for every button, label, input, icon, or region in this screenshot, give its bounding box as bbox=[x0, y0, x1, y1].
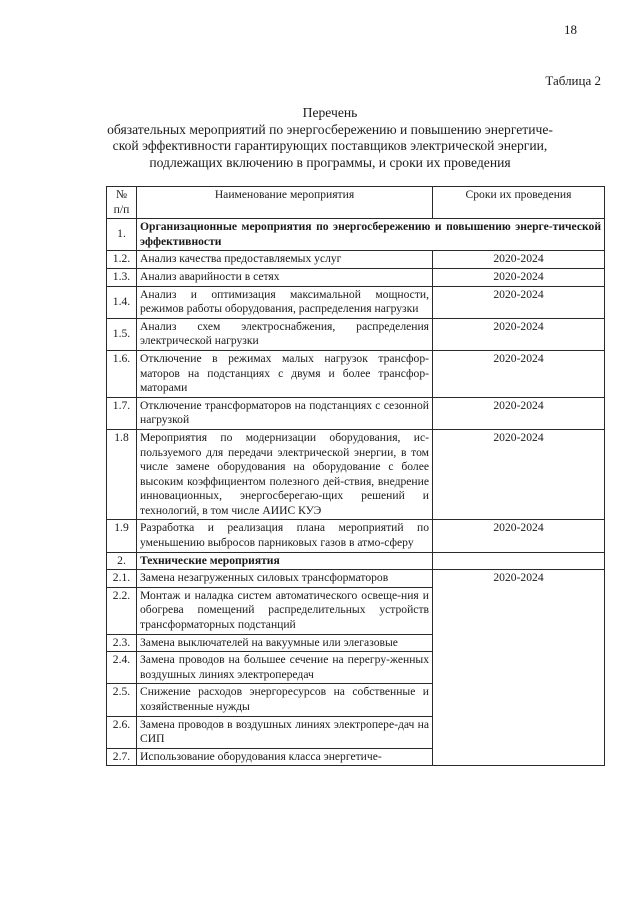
table-row bbox=[107, 350, 605, 397]
column-header-number bbox=[107, 187, 137, 219]
section-title: Технические мероприятия bbox=[137, 552, 433, 570]
row-term: 2020-2024 bbox=[433, 251, 605, 269]
heading-line-3: ской эффективности гарантирующих поставщиков электрической энергии, bbox=[112, 138, 548, 153]
document-heading bbox=[100, 105, 560, 171]
row-name: Анализ схем электроснабжения, распределения электрической нагрузки bbox=[137, 318, 433, 350]
section1-body bbox=[107, 219, 605, 552]
column-header-number-line2: п/п bbox=[113, 202, 130, 216]
column-header-name: Наименование мероприятия bbox=[137, 187, 433, 219]
table-row bbox=[107, 286, 605, 318]
section-number: 1. bbox=[107, 219, 137, 251]
row-number: 2.2. bbox=[107, 587, 137, 634]
row-number: 1.5. bbox=[107, 318, 137, 350]
row-name: Анализ качества предоставляемых услуг bbox=[137, 251, 433, 269]
table-row bbox=[107, 318, 605, 350]
table-row bbox=[107, 268, 605, 286]
heading-line-2: обязательных мероприятий по энергосбережению и повышению энергетиче- bbox=[107, 121, 553, 137]
table-row bbox=[107, 570, 605, 588]
table-row bbox=[107, 520, 605, 552]
section-row bbox=[107, 552, 605, 570]
row-name: Снижение расходов энергоресурсов на собственные и хозяйственные нужды bbox=[137, 684, 433, 716]
row-name: Монтаж и наладка систем автоматического освеще-ния и обогрева помещений распределительных устройств трансформаторных подстанций bbox=[137, 587, 433, 634]
row-name: Замена проводов в воздушных линиях электропере-дач на СИП bbox=[137, 716, 433, 748]
table-label: Таблица 2 bbox=[545, 73, 601, 88]
row-number: 1.4. bbox=[107, 286, 137, 318]
row-name: Использование оборудования класса энергетиче- bbox=[137, 748, 433, 766]
section-title: Организационные мероприятия по энергосбережению и повышению энерге-тической эффективности bbox=[137, 219, 605, 251]
row-term: 2020-2024 bbox=[433, 397, 605, 429]
row-number: 1.7. bbox=[107, 397, 137, 429]
row-name: Отключение трансформаторов на подстанциях с сезонной нагрузкой bbox=[137, 397, 433, 429]
table-row bbox=[107, 429, 605, 520]
table-row bbox=[107, 251, 605, 269]
row-name: Анализ и оптимизация максимальной мощности, режимов работы оборудования, распределения нагрузки bbox=[137, 286, 433, 318]
row-number: 2.6. bbox=[107, 716, 137, 748]
row-name: Разработка и реализация плана мероприятий по уменьшению выбросов парниковых газов в атмо-сферу bbox=[137, 520, 433, 552]
row-number: 2.5. bbox=[107, 684, 137, 716]
row-term: 2020-2024 bbox=[433, 268, 605, 286]
row-name: Отключение в режимах малых нагрузок трансфор-маторов на подстанциях с двумя и более трансфор-маторами bbox=[137, 350, 433, 397]
row-number: 2.1. bbox=[107, 570, 137, 588]
row-term: 2020-2024 bbox=[433, 520, 605, 552]
heading-line-4: подлежащих включению в программы, и сроки их проведения bbox=[149, 154, 511, 170]
heading-line-1: Перечень bbox=[302, 105, 358, 120]
column-header-number-line1: № bbox=[115, 188, 128, 201]
row-number: 1.6. bbox=[107, 350, 137, 397]
row-number: 2.4. bbox=[107, 652, 137, 684]
row-term: 2020-2024 bbox=[433, 350, 605, 397]
row-term: 2020-2024 bbox=[433, 318, 605, 350]
row-name: Замена незагруженных силовых трансформаторов bbox=[137, 570, 433, 588]
row-term: 2020-2024 bbox=[433, 286, 605, 318]
row-number: 1.2. bbox=[107, 251, 137, 269]
row-number: 1.3. bbox=[107, 268, 137, 286]
section-term-empty bbox=[433, 552, 605, 570]
row-name: Замена выключателей на вакуумные или элегазовые bbox=[137, 634, 433, 652]
section2-body bbox=[107, 552, 605, 766]
row-name: Анализ аварийности в сетях bbox=[137, 268, 433, 286]
section2-term: 2020-2024 bbox=[433, 570, 605, 766]
section-row bbox=[107, 219, 605, 251]
row-number: 1.9 bbox=[107, 520, 137, 552]
column-header-term: Сроки их проведения bbox=[433, 187, 605, 219]
section-number: 2. bbox=[107, 552, 137, 570]
row-term: 2020-2024 bbox=[433, 429, 605, 520]
row-name: Замена проводов на большее сечение на перегру-женных воздушных линиях электропередач bbox=[137, 652, 433, 684]
row-number: 1.8 bbox=[107, 429, 137, 520]
row-number: 2.7. bbox=[107, 748, 137, 766]
table-row bbox=[107, 397, 605, 429]
table-header-row bbox=[107, 187, 605, 219]
page-number: 18 bbox=[564, 22, 577, 37]
measures-table bbox=[106, 186, 605, 766]
row-number: 2.3. bbox=[107, 634, 137, 652]
row-name: Мероприятия по модернизации оборудования, ис-пользуемого для передачи электрической энергии, в том числе замене оборудования на оборудование с более высоким коэффициентом полезного дей-ствия, внедрение инновационных, энергосберегаю-щих решений и технологий, в том числе АИИС КУЭ bbox=[137, 429, 433, 520]
